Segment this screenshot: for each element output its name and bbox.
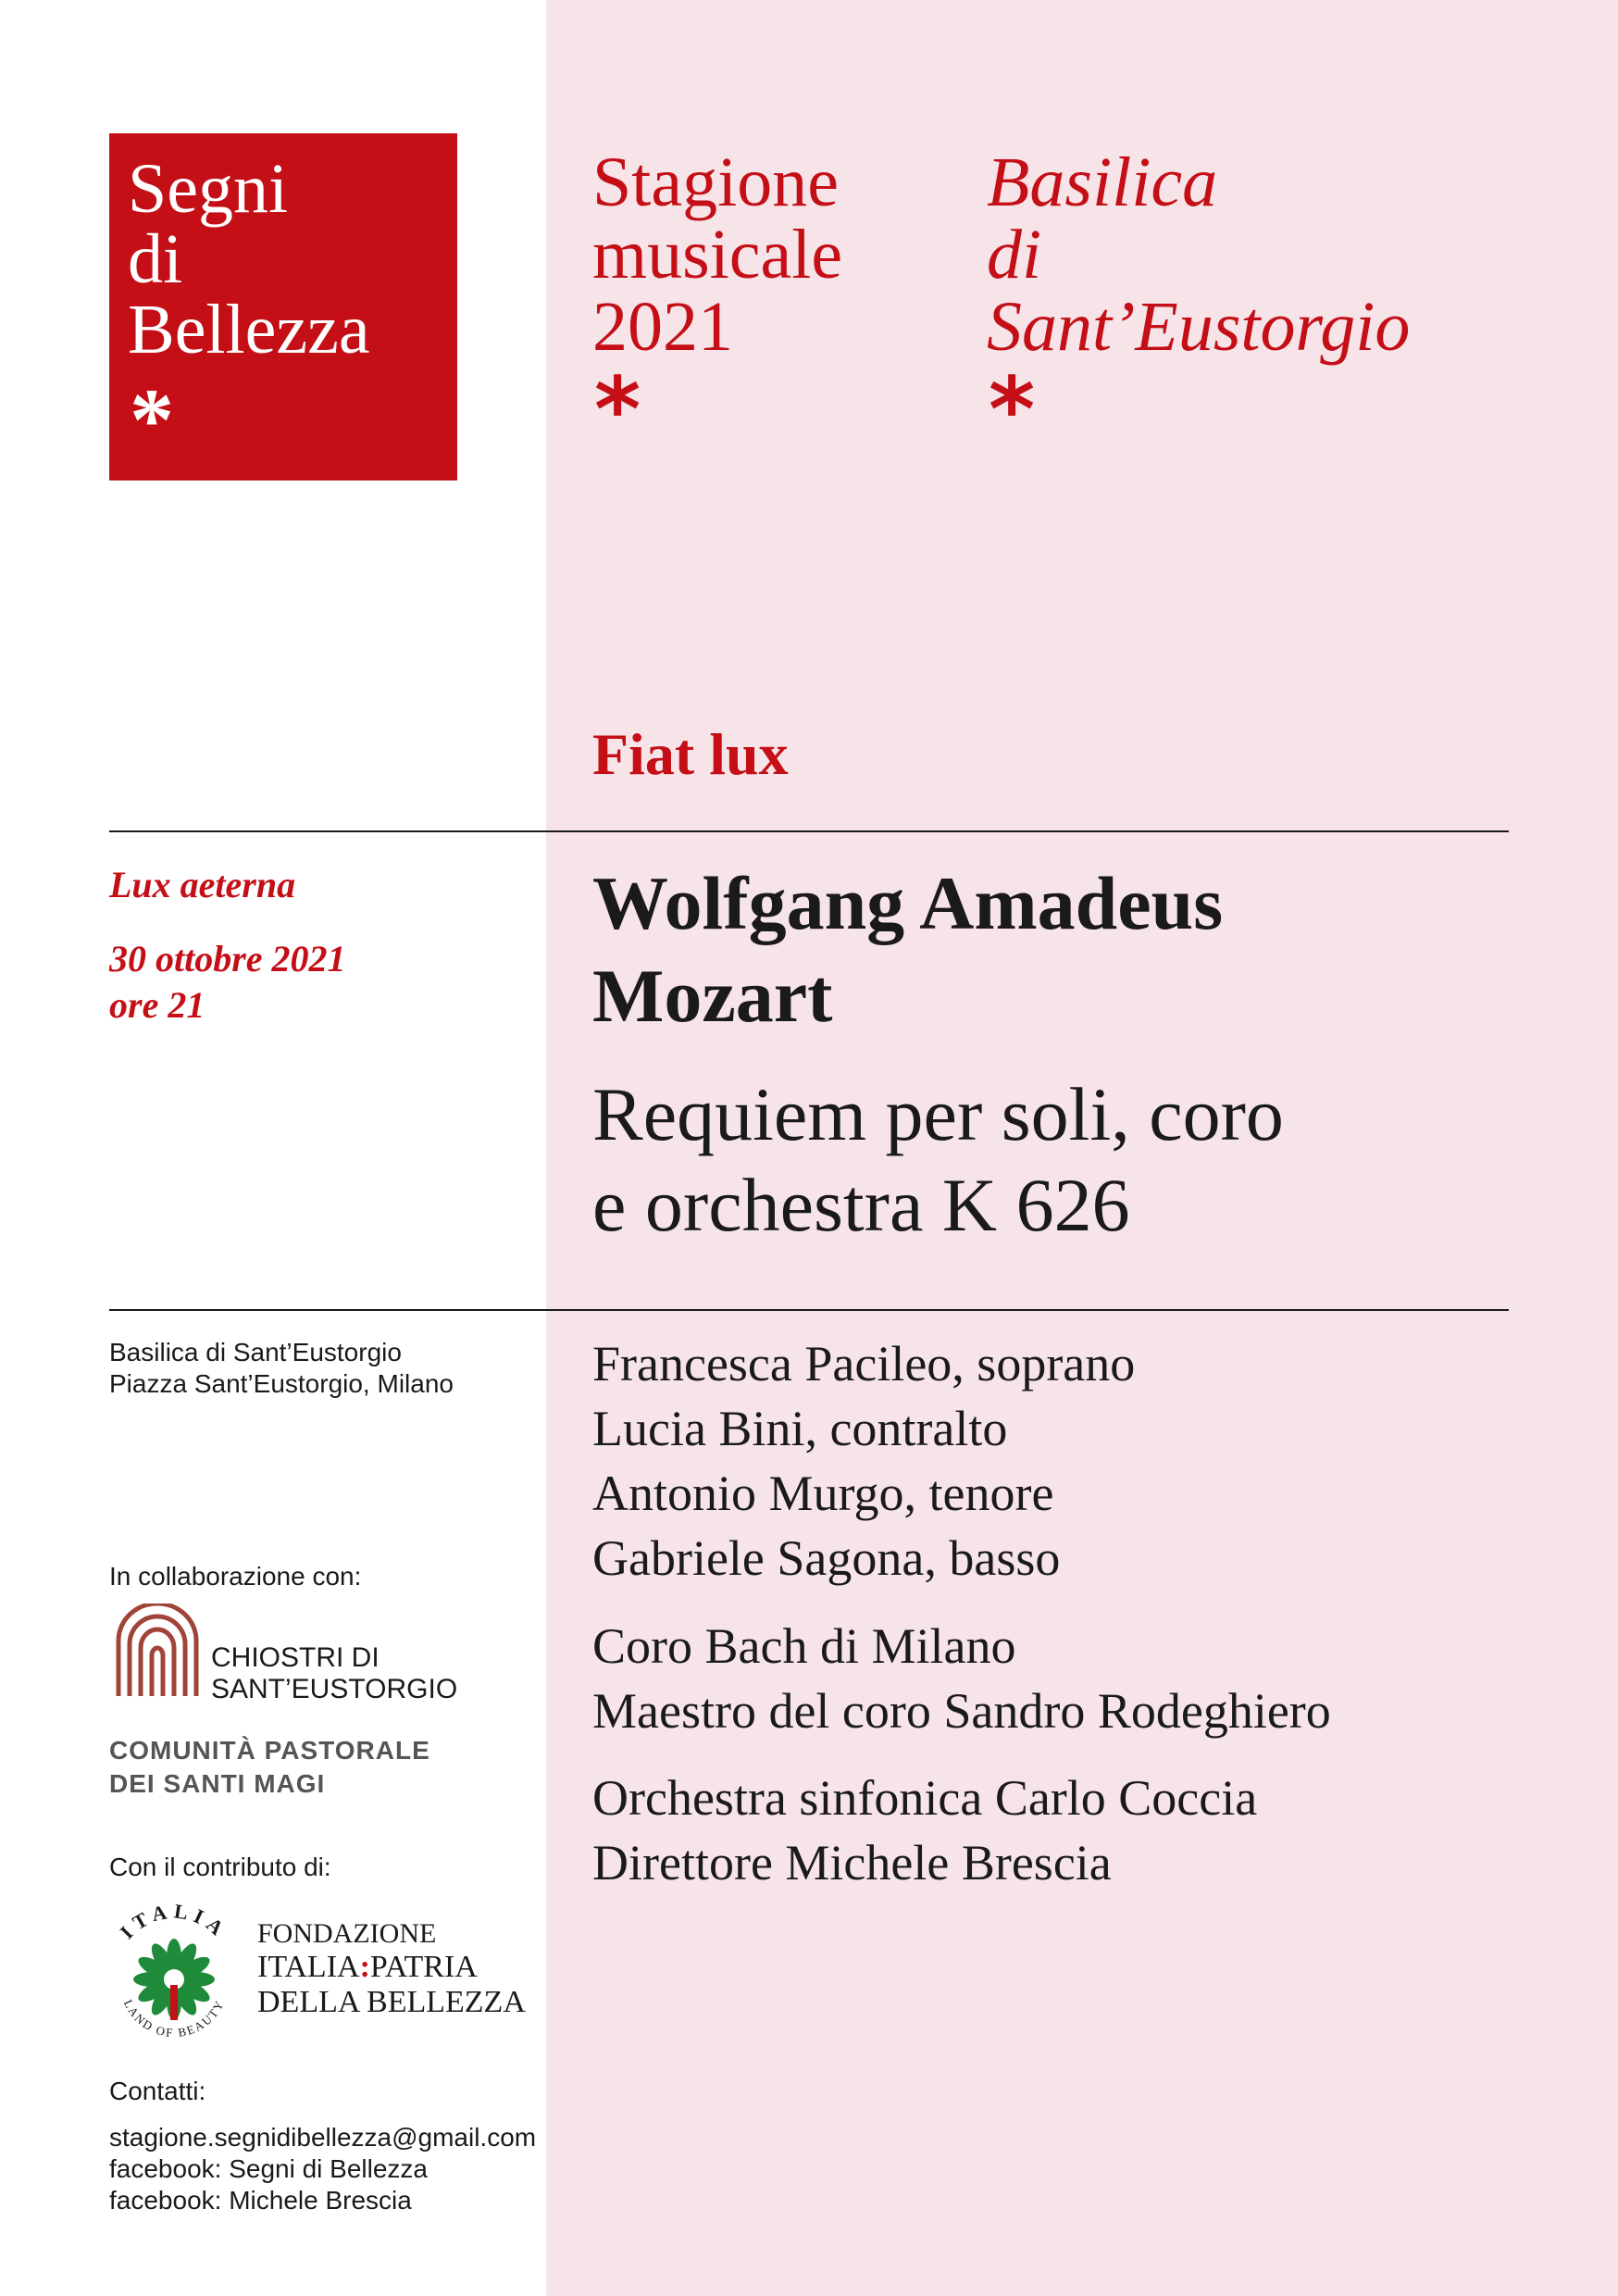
- season-line-3: 2021: [592, 288, 733, 366]
- fondazione-patria: PATRIA: [369, 1950, 478, 1984]
- event-series: Lux aeterna: [109, 864, 296, 905]
- venue-line-1: Basilica: [987, 144, 1218, 221]
- soloists-list: [592, 1331, 1135, 1591]
- list-item: Francesca Pacileo, soprano: [592, 1336, 1136, 1391]
- chiostri-arch-logo: [113, 1603, 202, 1698]
- list-item: Lucia Bini, contralto: [592, 1401, 1008, 1456]
- chiostri-line-1: CHIOSTRI DI: [211, 1642, 380, 1673]
- work-title-line-1: Requiem per soli, coro: [592, 1072, 1284, 1156]
- venue-line-3: Sant’Eustorgio: [987, 288, 1411, 366]
- comunita-line-2: DEI SANTI MAGI: [109, 1769, 326, 1798]
- svg-text:ITALIA: [116, 1899, 232, 1943]
- fondazione-line-1: FONDAZIONE: [257, 1918, 437, 1949]
- divider-top: [109, 830, 1509, 832]
- list-item: Orchestra sinfonica Carlo Coccia: [592, 1770, 1258, 1826]
- event-date: 30 ottobre 2021: [109, 938, 346, 980]
- seal-top-text: ITALIA: [115, 1899, 232, 1944]
- season-header: [592, 144, 843, 462]
- list-item: Maestro del coro Sandro Rodeghiero: [592, 1683, 1331, 1739]
- logo-line-1: Segni: [128, 150, 289, 228]
- logo-line-2: di: [128, 220, 183, 298]
- venue-header: [987, 144, 1411, 462]
- italia-land-of-beauty-seal: [93, 1894, 255, 2057]
- collaboration-label: In collaborazione con:: [109, 1562, 362, 1591]
- orchestra-list: [592, 1766, 1257, 1895]
- list-item: Antonio Murgo, tenore: [592, 1466, 1054, 1521]
- composer-line-1: Wolfgang Amadeus: [592, 861, 1224, 945]
- contact-email[interactable]: stagione.segnidibellezza@gmail.com: [109, 2123, 537, 2152]
- season-line-1: Stagione: [592, 144, 839, 221]
- seal-bottom-text: LAND OF BEAUTY: [120, 1997, 228, 2040]
- location-line-2: Piazza Sant’Eustorgio, Milano: [109, 1369, 454, 1398]
- logo-line-3: Bellezza: [128, 291, 370, 368]
- venue-line-2: di: [987, 216, 1042, 293]
- asterisk-icon: *: [130, 370, 174, 469]
- segni-di-bellezza-logo: [109, 133, 457, 480]
- contribution-label: Con il contributo di:: [109, 1853, 331, 1881]
- contact-facebook-segni[interactable]: facebook: Segni di Bellezza: [109, 2154, 428, 2183]
- comunita-line-1: COMUNITÀ PASTORALE: [109, 1736, 430, 1765]
- contact-facebook-brescia[interactable]: facebook: Michele Brescia: [109, 2186, 412, 2215]
- location-line-1: Basilica di Sant’Eustorgio: [109, 1338, 402, 1366]
- concert-title: Fiat lux: [592, 721, 789, 787]
- fondazione-colon: :: [359, 1950, 370, 1984]
- choir-list: [592, 1614, 1331, 1743]
- fondazione-line-3: DELLA BELLEZZA: [257, 1985, 526, 2019]
- contacts-label: Contatti:: [109, 2077, 206, 2105]
- chiostri-line-2: SANT’EUSTORGIO: [211, 1674, 458, 1704]
- list-item: Coro Bach di Milano: [592, 1618, 1016, 1674]
- asterisk-icon: *: [989, 358, 1036, 462]
- season-line-2: musicale: [592, 216, 843, 293]
- event-time: ore 21: [109, 984, 205, 1026]
- fondazione-line-2: [257, 1950, 478, 1985]
- list-item: Gabriele Sagona, basso: [592, 1530, 1061, 1586]
- work-title-line-2: e orchestra K 626: [592, 1163, 1130, 1247]
- list-item: Direttore Michele Brescia: [592, 1835, 1112, 1890]
- divider-bottom: [109, 1309, 1509, 1311]
- asterisk-icon: *: [594, 358, 641, 462]
- fondazione-italia: ITALIA: [257, 1950, 360, 1984]
- composer-line-2: Mozart: [592, 954, 833, 1038]
